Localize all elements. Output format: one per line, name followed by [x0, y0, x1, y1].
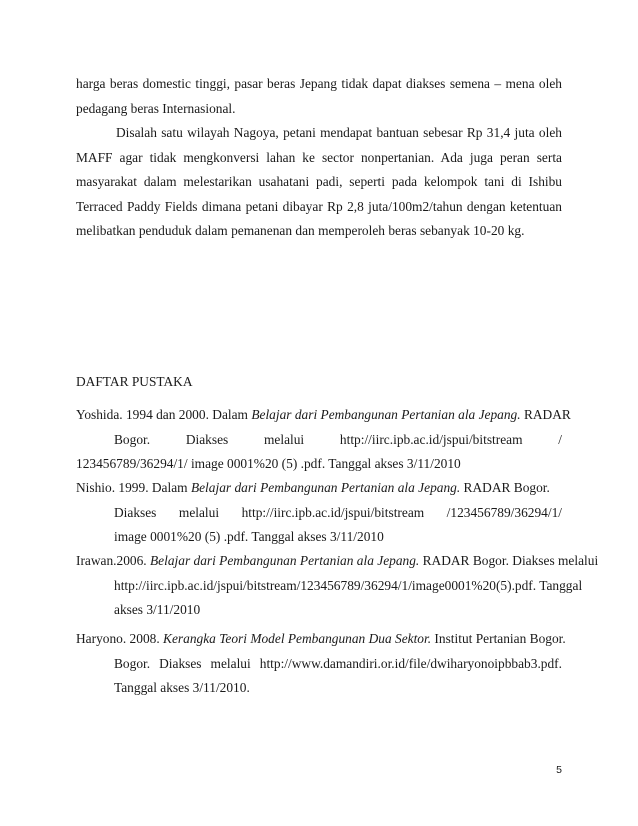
reference-title: Belajar dari Pembangunan Pertanian ala Jepang. — [251, 407, 521, 422]
reference-entry-irawan — [76, 549, 599, 623]
reference-title: Belajar dari Pembangunan Pertanian ala Jepang. — [190, 480, 461, 495]
reference-publisher: Institut Pertanian Bogor. — [431, 631, 566, 646]
reference-entry-nishio — [76, 476, 562, 550]
reference-access-line: akses 3/11/2010 — [114, 602, 201, 618]
reference-access-line: Tanggal akses 3/11/2010. — [114, 680, 250, 696]
reference-line — [76, 476, 562, 501]
reference-source-line: Bogor. Diakses melalui http://www.damandiri.or.id/file/dwiharyonoipbbab3.pdf. — [114, 655, 562, 671]
reference-source-line: Bogor. Diakses melalui http://iirc.ipb.ac.id/jspui/bitstream / — [114, 431, 562, 447]
reference-line — [76, 549, 599, 574]
reference-entry-haryono — [76, 627, 566, 701]
reference-author: Irawan.2006. — [76, 553, 150, 568]
reference-line — [76, 627, 566, 652]
reference-author: Nishio. 1999. Dalam — [76, 480, 191, 495]
reference-entry-yoshida — [76, 403, 571, 477]
bibliography-heading: DAFTAR PUSTAKA — [76, 374, 193, 389]
reference-source-line: Diakses melalui http://iirc.ipb.ac.id/jspui/bitstream /123456789/36294/1/ — [114, 504, 562, 520]
reference-author: Yoshida. 1994 dan 2000. Dalam — [76, 407, 252, 422]
reference-publisher: RADAR Bogor. Diakses melalui — [419, 553, 599, 568]
reference-source-line: http://iirc.ipb.ac.id/jspui/bitstream/123456789/36294/1/image0001%20(5).pdf. Tanggal — [114, 577, 583, 593]
reference-publisher: RADAR Bogor. — [460, 480, 550, 495]
reference-access-line: 123456789/36294/1/ image 0001%20 (5) .pdf. Tanggal akses 3/11/2010 — [76, 456, 461, 472]
paragraph-nagoya: Disalah satu wilayah Nagoya, petani mendapat bantuan sebesar Rp 31,4 juta oleh MAFF agar tidak mengkonversi lahan ke sector nonpertanian. Ada juga peran serta masyarakat dalam melestarikan usahatani padi, seperti pada kelompok tani di Ishibu Terraced Paddy Fields dimana petani dibayar Rp 2,8 juta/100m2/tahun dengan ketentuan melibatkan penduduk dalam pemanenan dan memperoleh beras sebanyak 10-20 kg. — [76, 125, 562, 239]
reference-title: Kerangka Teori Model Pembangunan Dua Sektor. — [163, 631, 432, 646]
page-number: 5 — [556, 764, 562, 776]
reference-line — [76, 403, 571, 428]
reference-author: Haryono. 2008. — [76, 631, 164, 646]
reference-title: Belajar dari Pembangunan Pertanian ala Jepang. — [150, 553, 420, 568]
paragraph-continuation: harga beras domestic tinggi, pasar beras Jepang tidak dapat diakses semena – mena oleh pedagang beras Internasional. — [76, 76, 562, 116]
reference-access-line: image 0001%20 (5) .pdf. Tanggal akses 3/11/2010 — [114, 529, 384, 545]
reference-publisher: RADAR — [520, 407, 571, 422]
